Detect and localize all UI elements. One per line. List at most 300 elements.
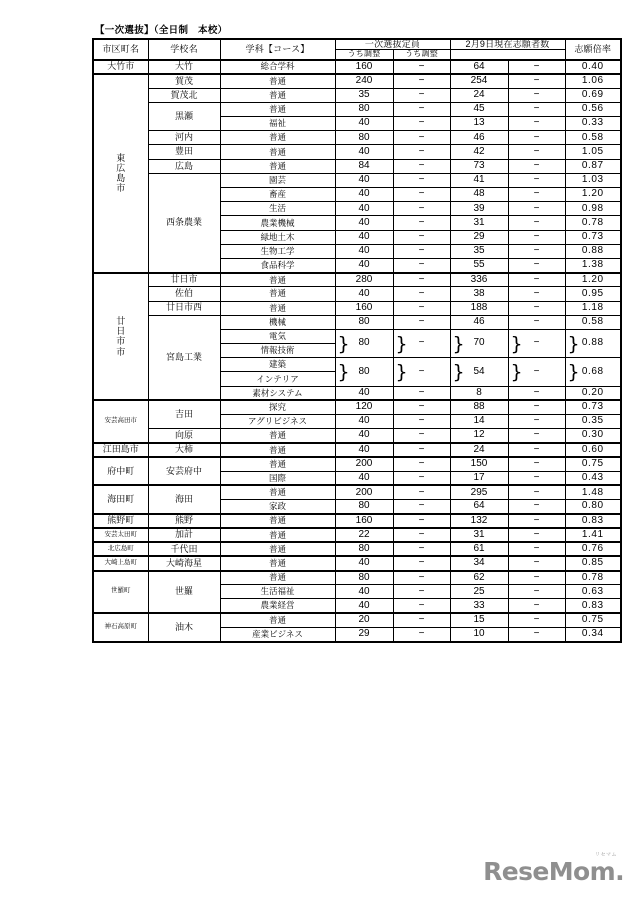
- cell-ratio: 1.18: [565, 301, 621, 315]
- cell-quota: 40: [335, 258, 393, 272]
- cell-school: 黒瀬: [148, 102, 220, 130]
- cell-course: インテリア: [220, 372, 335, 386]
- cell-applicants-adjust: −: [508, 400, 565, 414]
- cell-quota-adjust: −: [393, 301, 450, 315]
- cell-quota: 40: [335, 216, 393, 230]
- cell-applicants: 31: [450, 528, 508, 542]
- cell-course: 普通: [220, 556, 335, 570]
- cell-course: 機械: [220, 315, 335, 329]
- cell-ratio: 0.83: [565, 514, 621, 528]
- cell-applicants-adjust: −: [508, 415, 565, 429]
- cell-quota: 160: [335, 60, 393, 74]
- cell-applicants-adjust: −: [508, 117, 565, 131]
- col-header-applicants-adjust: うち調整: [393, 50, 450, 60]
- cell-course: 国際: [220, 471, 335, 485]
- watermark-ruby: リセマム: [595, 852, 617, 858]
- cell-quota: 40: [335, 244, 393, 258]
- table-row: [93, 88, 621, 102]
- cell-quota-adjust: −: [393, 485, 450, 499]
- cell-quota: } 80: [335, 329, 393, 357]
- cell-quota: 40: [335, 443, 393, 457]
- cell-quota-adjust: −: [393, 60, 450, 74]
- cell-quota: 29: [335, 627, 393, 641]
- cell-course: 畜産: [220, 188, 335, 202]
- cell-applicants-adjust: −: [508, 429, 565, 443]
- cell-ratio: 0.43: [565, 471, 621, 485]
- cell-quota: 160: [335, 301, 393, 315]
- cell-ratio: 1.48: [565, 485, 621, 499]
- cell-school: 大崎海星: [148, 556, 220, 570]
- cell-applicants: 295: [450, 485, 508, 499]
- table-row: [93, 571, 621, 585]
- cell-quota-adjust: −: [393, 145, 450, 159]
- cell-applicants: 188: [450, 301, 508, 315]
- cell-course: アグリビジネス: [220, 415, 335, 429]
- cell-applicants: 132: [450, 514, 508, 528]
- table-header: [93, 39, 621, 60]
- cell-applicants-adjust: −: [508, 60, 565, 74]
- cell-ratio: 0.30: [565, 429, 621, 443]
- cell-quota-adjust: −: [393, 429, 450, 443]
- cell-quota: 40: [335, 230, 393, 244]
- table-row: [93, 514, 621, 528]
- cell-applicants: 8: [450, 386, 508, 400]
- cell-school: 千代田: [148, 542, 220, 556]
- cell-applicants: 64: [450, 500, 508, 514]
- cell-applicants-adjust: −: [508, 457, 565, 471]
- cell-quota-adjust: −: [393, 102, 450, 116]
- cell-quota-adjust: −: [393, 216, 450, 230]
- cell-quota-adjust: −: [393, 457, 450, 471]
- cell-quota: 22: [335, 528, 393, 542]
- table-row: [93, 287, 621, 301]
- cell-quota: 40: [335, 287, 393, 301]
- table-row: [93, 60, 621, 74]
- cell-quota: 40: [335, 471, 393, 485]
- cell-quota-adjust: −: [393, 599, 450, 613]
- cell-course: 総合学科: [220, 60, 335, 74]
- cell-applicants-adjust: −: [508, 301, 565, 315]
- cell-quota-adjust: −: [393, 514, 450, 528]
- col-header-ratio: 志願倍率: [565, 39, 621, 60]
- cell-ratio: 1.06: [565, 74, 621, 88]
- cell-ratio: 0.78: [565, 216, 621, 230]
- cell-applicants-adjust: −: [508, 514, 565, 528]
- cell-quota-adjust: −: [393, 415, 450, 429]
- cell-quota: 40: [335, 202, 393, 216]
- cell-course: 福祉: [220, 117, 335, 131]
- cell-course: 普通: [220, 88, 335, 102]
- cell-quota: 240: [335, 74, 393, 88]
- cell-quota-adjust: −: [393, 613, 450, 627]
- cell-ratio: 0.35: [565, 415, 621, 429]
- cell-quota: 40: [335, 415, 393, 429]
- cell-ratio: 0.58: [565, 315, 621, 329]
- table-row: [93, 173, 621, 187]
- watermark-name: ReseMom.: [483, 857, 624, 886]
- cell-quota-adjust: −: [393, 230, 450, 244]
- cell-city: 安芸高田市: [93, 400, 148, 443]
- cell-ratio: 0.60: [565, 443, 621, 457]
- cell-quota-adjust: −: [393, 315, 450, 329]
- cell-city: 安芸太田町: [93, 528, 148, 542]
- cell-applicants-adjust: −: [508, 471, 565, 485]
- cell-ratio: 0.87: [565, 159, 621, 173]
- cell-applicants: 88: [450, 400, 508, 414]
- table-row: [93, 528, 621, 542]
- cell-course: 建築: [220, 358, 335, 372]
- cell-course: 情報技術: [220, 344, 335, 358]
- cell-quota-adjust: −: [393, 244, 450, 258]
- cell-course: 緑地土木: [220, 230, 335, 244]
- cell-applicants: 62: [450, 571, 508, 585]
- cell-ratio: 0.69: [565, 88, 621, 102]
- cell-city: 北広島町: [93, 542, 148, 556]
- table-row: [93, 443, 621, 457]
- cell-ratio: 0.85: [565, 556, 621, 570]
- cell-applicants: 42: [450, 145, 508, 159]
- cell-quota: 160: [335, 514, 393, 528]
- table-row: [93, 145, 621, 159]
- cell-course: 普通: [220, 457, 335, 471]
- cell-school: 大竹: [148, 60, 220, 74]
- cell-applicants: 25: [450, 585, 508, 599]
- cell-applicants-adjust: −: [508, 315, 565, 329]
- cell-applicants: 12: [450, 429, 508, 443]
- cell-applicants: 39: [450, 202, 508, 216]
- cell-quota: 200: [335, 457, 393, 471]
- cell-ratio: 0.73: [565, 230, 621, 244]
- cell-applicants: } 54: [450, 358, 508, 386]
- cell-applicants-adjust: −: [508, 585, 565, 599]
- cell-quota-adjust: −: [393, 131, 450, 145]
- cell-applicants-adjust: −: [508, 613, 565, 627]
- cell-course: 普通: [220, 287, 335, 301]
- cell-ratio: 0.98: [565, 202, 621, 216]
- cell-applicants: } 70: [450, 329, 508, 357]
- cell-applicants-adjust: −: [508, 188, 565, 202]
- cell-course: 素材システム: [220, 386, 335, 400]
- cell-quota: } 80: [335, 358, 393, 386]
- cell-ratio: 0.75: [565, 613, 621, 627]
- cell-quota-adjust: −: [393, 627, 450, 641]
- cell-applicants: 14: [450, 415, 508, 429]
- cell-applicants-adjust: −: [508, 258, 565, 272]
- table-row: [93, 159, 621, 173]
- cell-quota: 35: [335, 88, 393, 102]
- cell-quota: 40: [335, 188, 393, 202]
- cell-quota: 40: [335, 585, 393, 599]
- cell-applicants-adjust: } −: [508, 329, 565, 357]
- cell-quota: 20: [335, 613, 393, 627]
- cell-quota-adjust: −: [393, 571, 450, 585]
- cell-quota: 40: [335, 386, 393, 400]
- cell-quota: 200: [335, 485, 393, 499]
- cell-city: 江田島市: [93, 443, 148, 457]
- cell-city: 世羅町: [93, 571, 148, 614]
- table-row: [93, 102, 621, 116]
- cell-quota-adjust: } −: [393, 358, 450, 386]
- cell-quota-adjust: −: [393, 202, 450, 216]
- cell-applicants-adjust: −: [508, 102, 565, 116]
- cell-applicants: 254: [450, 74, 508, 88]
- watermark-logo: [483, 853, 624, 885]
- cell-applicants-adjust: −: [508, 159, 565, 173]
- cell-applicants-adjust: −: [508, 500, 565, 514]
- cell-ratio: 1.03: [565, 173, 621, 187]
- cell-applicants-adjust: −: [508, 131, 565, 145]
- cell-quota: 80: [335, 571, 393, 585]
- cell-course: 普通: [220, 301, 335, 315]
- cell-quota: 80: [335, 542, 393, 556]
- cell-course: 普通: [220, 485, 335, 499]
- cell-course: 普通: [220, 159, 335, 173]
- cell-ratio: 0.95: [565, 287, 621, 301]
- cell-ratio: 0.88: [565, 244, 621, 258]
- col-header-applicants: 2月9日現在志願者数: [450, 39, 565, 50]
- cell-ratio: 1.41: [565, 528, 621, 542]
- cell-quota-adjust: −: [393, 528, 450, 542]
- cell-school: 油木: [148, 613, 220, 641]
- cell-course: 生活福祉: [220, 585, 335, 599]
- col-header-course: 学科【コース】: [220, 39, 335, 60]
- col-header-quota: 一次選抜定員: [335, 39, 450, 50]
- cell-school: 世羅: [148, 571, 220, 614]
- cell-school: 海田: [148, 485, 220, 513]
- cell-ratio: 0.73: [565, 400, 621, 414]
- cell-course: 普通: [220, 74, 335, 88]
- cell-quota-adjust: −: [393, 471, 450, 485]
- cell-applicants-adjust: −: [508, 556, 565, 570]
- cell-quota: 40: [335, 145, 393, 159]
- cell-course: 普通: [220, 542, 335, 556]
- table-row: [93, 613, 621, 627]
- cell-ratio: 0.40: [565, 60, 621, 74]
- cell-applicants-adjust: −: [508, 571, 565, 585]
- cell-quota-adjust: −: [393, 556, 450, 570]
- cell-school: 佐伯: [148, 287, 220, 301]
- cell-applicants-adjust: −: [508, 173, 565, 187]
- cell-applicants-adjust: −: [508, 287, 565, 301]
- cell-quota-adjust: −: [393, 287, 450, 301]
- table-row: [93, 315, 621, 329]
- cell-course: 普通: [220, 443, 335, 457]
- cell-course: 園芸: [220, 173, 335, 187]
- cell-applicants: 41: [450, 173, 508, 187]
- cell-applicants: 24: [450, 88, 508, 102]
- cell-ratio: } 0.68: [565, 358, 621, 386]
- cell-ratio: 0.58: [565, 131, 621, 145]
- cell-applicants: 46: [450, 131, 508, 145]
- cell-applicants: 48: [450, 188, 508, 202]
- cell-ratio: 0.34: [565, 627, 621, 641]
- cell-applicants: 34: [450, 556, 508, 570]
- cell-applicants: 46: [450, 315, 508, 329]
- cell-applicants: 10: [450, 627, 508, 641]
- cell-city: 熊野町: [93, 514, 148, 528]
- table-row: [93, 400, 621, 414]
- cell-ratio: 1.20: [565, 188, 621, 202]
- cell-ratio: 0.20: [565, 386, 621, 400]
- cell-quota: 80: [335, 131, 393, 145]
- cell-city: 神石高原町: [93, 613, 148, 641]
- cell-quota-adjust: −: [393, 500, 450, 514]
- cell-applicants: 13: [450, 117, 508, 131]
- cell-applicants: 33: [450, 599, 508, 613]
- cell-school: 加計: [148, 528, 220, 542]
- cell-applicants: 336: [450, 273, 508, 287]
- cell-applicants: 17: [450, 471, 508, 485]
- cell-applicants: 45: [450, 102, 508, 116]
- cell-ratio: 1.05: [565, 145, 621, 159]
- cell-school: 広島: [148, 159, 220, 173]
- cell-course: 普通: [220, 528, 335, 542]
- cell-city: 府中町: [93, 457, 148, 485]
- cell-quota: 40: [335, 599, 393, 613]
- cell-school: 河内: [148, 131, 220, 145]
- cell-school: 安芸府中: [148, 457, 220, 485]
- cell-quota-adjust: −: [393, 386, 450, 400]
- cell-applicants-adjust: −: [508, 273, 565, 287]
- cell-quota: 280: [335, 273, 393, 287]
- cell-ratio: 0.83: [565, 599, 621, 613]
- cell-applicants-adjust: −: [508, 599, 565, 613]
- table-row: [93, 273, 621, 287]
- cell-ratio: 0.33: [565, 117, 621, 131]
- cell-school: 熊野: [148, 514, 220, 528]
- cell-applicants-adjust: −: [508, 74, 565, 88]
- cell-quota-adjust: −: [393, 258, 450, 272]
- cell-ratio: 1.38: [565, 258, 621, 272]
- cell-quota: 80: [335, 315, 393, 329]
- cell-quota-adjust: −: [393, 74, 450, 88]
- cell-quota: 40: [335, 117, 393, 131]
- cell-course: 普通: [220, 102, 335, 116]
- cell-school: 賀茂: [148, 74, 220, 88]
- cell-course: 探究: [220, 400, 335, 414]
- table-row: [93, 301, 621, 315]
- cell-applicants-adjust: −: [508, 216, 565, 230]
- page-title: 【一次選抜】（全日制 本校）: [95, 25, 228, 36]
- cell-quota: 40: [335, 556, 393, 570]
- cell-ratio: 0.78: [565, 571, 621, 585]
- cell-applicants: 29: [450, 230, 508, 244]
- cell-quota-adjust: −: [393, 443, 450, 457]
- col-header-school: 学校名: [148, 39, 220, 60]
- cell-course: 農業機械: [220, 216, 335, 230]
- cell-applicants-adjust: } −: [508, 358, 565, 386]
- cell-course: 普通: [220, 273, 335, 287]
- cell-course: 普通: [220, 429, 335, 443]
- cell-ratio: 0.56: [565, 102, 621, 116]
- cell-quota: 80: [335, 500, 393, 514]
- cell-school: 豊田: [148, 145, 220, 159]
- cell-applicants-adjust: −: [508, 202, 565, 216]
- cell-course: 食品科学: [220, 258, 335, 272]
- cell-applicants-adjust: −: [508, 145, 565, 159]
- table-row: [93, 542, 621, 556]
- cell-school: 吉田: [148, 400, 220, 428]
- cell-quota-adjust: −: [393, 188, 450, 202]
- cell-applicants-adjust: −: [508, 244, 565, 258]
- cell-course: 普通: [220, 145, 335, 159]
- cell-course: 普通: [220, 131, 335, 145]
- cell-applicants: 73: [450, 159, 508, 173]
- admissions-table-wrapper: [92, 38, 622, 643]
- cell-applicants: 150: [450, 457, 508, 471]
- cell-applicants-adjust: −: [508, 627, 565, 641]
- cell-ratio: } 0.88: [565, 329, 621, 357]
- cell-applicants: 24: [450, 443, 508, 457]
- admissions-table: [92, 38, 622, 643]
- cell-applicants-adjust: −: [508, 542, 565, 556]
- cell-applicants: 15: [450, 613, 508, 627]
- cell-school: 向原: [148, 429, 220, 443]
- cell-quota: 40: [335, 173, 393, 187]
- table-row: [93, 556, 621, 570]
- cell-school: 廿日市: [148, 273, 220, 287]
- cell-school: 廿日市西: [148, 301, 220, 315]
- table-body: [93, 60, 621, 642]
- cell-quota-adjust: −: [393, 542, 450, 556]
- cell-applicants: 38: [450, 287, 508, 301]
- cell-school: 宮島工業: [148, 315, 220, 400]
- cell-course: 普通: [220, 571, 335, 585]
- cell-applicants: 35: [450, 244, 508, 258]
- cell-applicants: 55: [450, 258, 508, 272]
- cell-quota: 84: [335, 159, 393, 173]
- cell-course: 産業ビジネス: [220, 627, 335, 641]
- cell-applicants-adjust: −: [508, 443, 565, 457]
- cell-quota: 40: [335, 429, 393, 443]
- cell-course: 農業経営: [220, 599, 335, 613]
- cell-course: 普通: [220, 514, 335, 528]
- cell-course: 普通: [220, 613, 335, 627]
- cell-applicants: 64: [450, 60, 508, 74]
- cell-applicants-adjust: −: [508, 485, 565, 499]
- cell-quota-adjust: } −: [393, 329, 450, 357]
- cell-city: 東 広 島 市: [93, 74, 148, 273]
- cell-school: 賀茂北: [148, 88, 220, 102]
- cell-city: 大竹市: [93, 60, 148, 74]
- table-row: [93, 429, 621, 443]
- cell-quota-adjust: −: [393, 585, 450, 599]
- cell-ratio: 0.76: [565, 542, 621, 556]
- table-row: [93, 485, 621, 499]
- table-row: [93, 74, 621, 88]
- cell-applicants-adjust: −: [508, 386, 565, 400]
- cell-course: 生物工学: [220, 244, 335, 258]
- cell-city: 海田町: [93, 485, 148, 513]
- cell-ratio: 0.75: [565, 457, 621, 471]
- col-header-city: 市区町名: [93, 39, 148, 60]
- cell-school: 大柿: [148, 443, 220, 457]
- cell-course: 生活: [220, 202, 335, 216]
- cell-applicants: 61: [450, 542, 508, 556]
- cell-applicants: 31: [450, 216, 508, 230]
- cell-quota-adjust: −: [393, 400, 450, 414]
- cell-quota-adjust: −: [393, 173, 450, 187]
- cell-quota-adjust: −: [393, 117, 450, 131]
- cell-course: 電気: [220, 329, 335, 343]
- cell-ratio: 1.20: [565, 273, 621, 287]
- table-row: [93, 131, 621, 145]
- cell-quota: 120: [335, 400, 393, 414]
- cell-quota-adjust: −: [393, 273, 450, 287]
- cell-ratio: 0.63: [565, 585, 621, 599]
- cell-quota-adjust: −: [393, 88, 450, 102]
- cell-school: 西条農業: [148, 173, 220, 272]
